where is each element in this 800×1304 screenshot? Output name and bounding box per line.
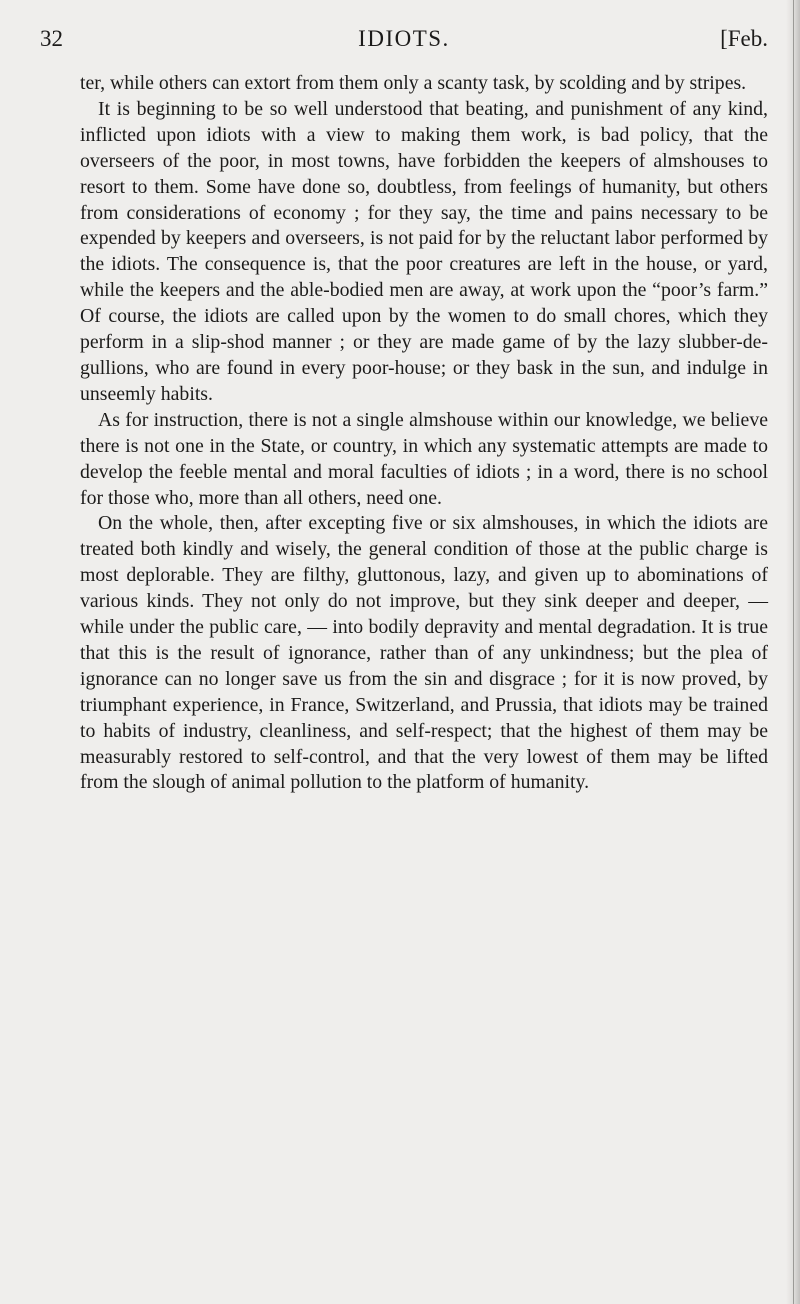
running-date: [Feb.	[720, 26, 768, 51]
running-title: IDIOTS.	[358, 26, 450, 51]
running-header	[40, 22, 768, 56]
body-text	[80, 71, 768, 796]
paragraph-punishment: It is beginning to be so well understood that beating, and punishment of any kind, inflicted upon idiots with a view to making them work, is bad policy, that the overseers of the poor, in most towns, have forbidden the keepers of almshouses to resort to them. Some have done so, doubtless, from feelings of humanity, but others from considerations of economy ; for they say, the time and pains necessary to be expended by keepers and overseers, is not paid for by the reluctant labor performed by the idiots. The consequence is, that the poor creatures are left in the house, or yard, while the keepers and the able-bodied men are away, at work upon the “poor’s farm.” Of course, the idiots are called upon by the women to do small chores, which they perform in a slip-shod manner ; or they are made game of by the lazy slubber-de-gullions, who are found in every poor-house; or they bask in the sun, and indulge in unseemly habits.	[80, 97, 768, 405]
paragraph-conclusion: On the whole, then, after excepting five or six almshouses, in which the idiots are treated both kindly and wisely, the general condition of those at the public charge is most deplorable. They are filthy, gluttonous, lazy, and given up to abominations of various kinds. They not only do not improve, but they sink deeper and deeper, — while under the public care, — into bodily depravity and mental degradation. It is true that this is the result of ignorance, rather than of any unkindness; but the plea of ignorance can no longer save us from the sin and disgrace ; for it is now proved, by triumphant experience, in France, Switzerland, and Prussia, that idiots may be trained to habits of industry, cleanliness, and self-respect; that the highest of them may be measurably restored to self-control, and that the very lowest of them may be lifted from the slough of animal pollution to the platform of humanity.	[80, 512, 768, 794]
page-number: 32	[40, 26, 63, 51]
page-edge-line	[793, 0, 794, 1304]
paragraph-instruction: As for instruction, there is not a single almshouse within our knowledge, we believe there is not one in the State, or country, in which any systematic attempts are made to develop the feeble mental and moral faculties of idiots ; in a word, there is no school for those who, more than all others, need one.	[80, 408, 768, 509]
paragraph-continuation: ter, while others can extort from them only a scanty task, by scolding and by stripes.	[80, 72, 747, 94]
